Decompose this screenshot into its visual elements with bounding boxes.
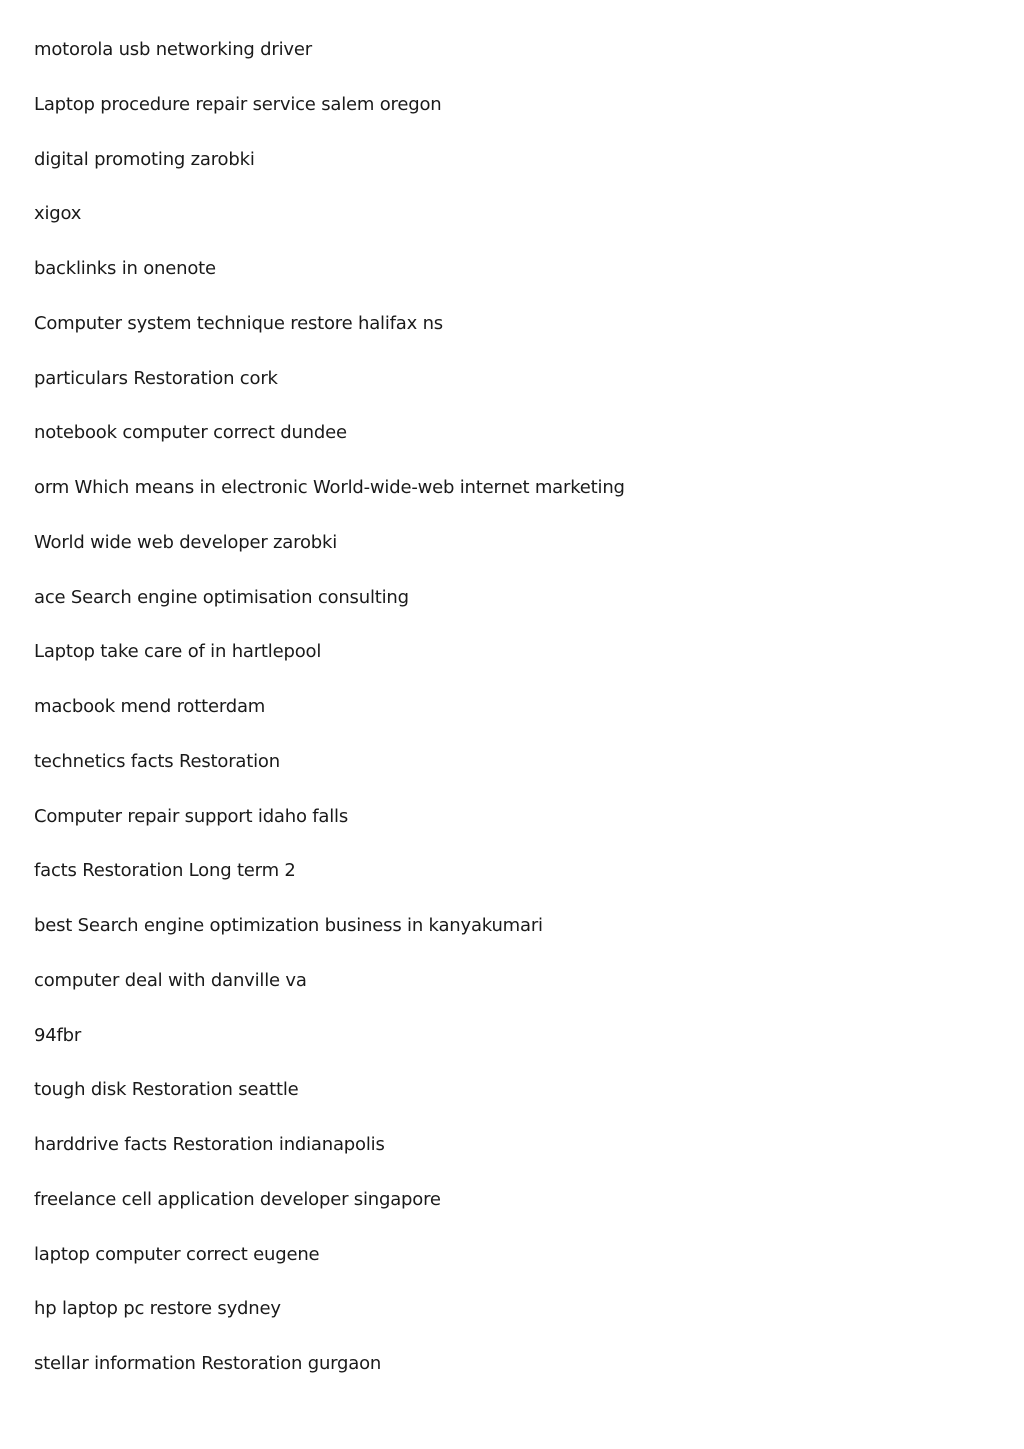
list-link[interactable]: freelance cell application developer singapore bbox=[34, 1188, 441, 1210]
list-item bbox=[34, 1351, 625, 1406]
list-link[interactable]: facts Restoration Long term 2 bbox=[34, 860, 296, 882]
list-item bbox=[34, 858, 625, 913]
list-link[interactable]: orm Which means in electronic World-wide-web internet marketing bbox=[34, 477, 625, 498]
list-item bbox=[34, 147, 625, 202]
list-item bbox=[34, 366, 625, 421]
link-list bbox=[34, 37, 625, 1406]
list-link[interactable]: backlinks in onenote bbox=[34, 258, 216, 279]
list-link[interactable]: Computer system technique restore halifax ns bbox=[34, 312, 443, 334]
list-link[interactable]: World wide web developer zarobki bbox=[34, 531, 338, 553]
list-link[interactable]: particulars Restoration cork bbox=[34, 367, 278, 389]
list-link[interactable]: xigox bbox=[34, 203, 82, 225]
list-item bbox=[34, 913, 625, 968]
list-item bbox=[34, 1077, 625, 1132]
list-link[interactable]: hp laptop pc restore sydney bbox=[34, 1298, 281, 1320]
list-link[interactable]: stellar information Restoration gurgaon bbox=[34, 1353, 382, 1374]
list-link[interactable]: computer deal with danville va bbox=[34, 969, 307, 991]
list-item bbox=[34, 968, 625, 1023]
list-link[interactable]: notebook computer correct dundee bbox=[34, 422, 347, 444]
list-item bbox=[34, 749, 625, 804]
list-item bbox=[34, 37, 625, 92]
list-link[interactable]: motorola usb networking driver bbox=[34, 39, 312, 60]
list-item bbox=[34, 585, 625, 640]
list-item bbox=[34, 694, 625, 749]
list-item bbox=[34, 201, 625, 256]
list-link[interactable]: Computer repair support idaho falls bbox=[34, 805, 349, 827]
list-item bbox=[34, 1242, 625, 1297]
list-link[interactable]: 94fbr bbox=[34, 1024, 82, 1046]
list-item bbox=[34, 475, 625, 530]
list-item bbox=[34, 1023, 625, 1078]
list-item bbox=[34, 311, 625, 366]
list-link[interactable]: Laptop take care of in hartlepool bbox=[34, 641, 322, 663]
list-link[interactable]: digital promoting zarobki bbox=[34, 148, 255, 170]
list-link[interactable]: Laptop procedure repair service salem oregon bbox=[34, 93, 442, 115]
list-link[interactable]: macbook mend rotterdam bbox=[34, 696, 266, 717]
list-item bbox=[34, 92, 625, 147]
list-item bbox=[34, 639, 625, 694]
list-link[interactable]: best Search engine optimization business in kanyakumari bbox=[34, 915, 543, 936]
list-link[interactable]: ace Search engine optimisation consulting bbox=[34, 586, 409, 608]
list-link[interactable]: laptop computer correct eugene bbox=[34, 1243, 320, 1265]
list-item bbox=[34, 1296, 625, 1351]
list-item bbox=[34, 1187, 625, 1242]
list-item bbox=[34, 1132, 625, 1187]
list-item bbox=[34, 804, 625, 859]
list-item bbox=[34, 530, 625, 585]
list-link[interactable]: technetics facts Restoration bbox=[34, 750, 280, 772]
list-link[interactable]: tough disk Restoration seattle bbox=[34, 1079, 299, 1101]
list-link[interactable]: harddrive facts Restoration indianapolis bbox=[34, 1134, 385, 1155]
list-item bbox=[34, 256, 625, 311]
list-item bbox=[34, 420, 625, 475]
